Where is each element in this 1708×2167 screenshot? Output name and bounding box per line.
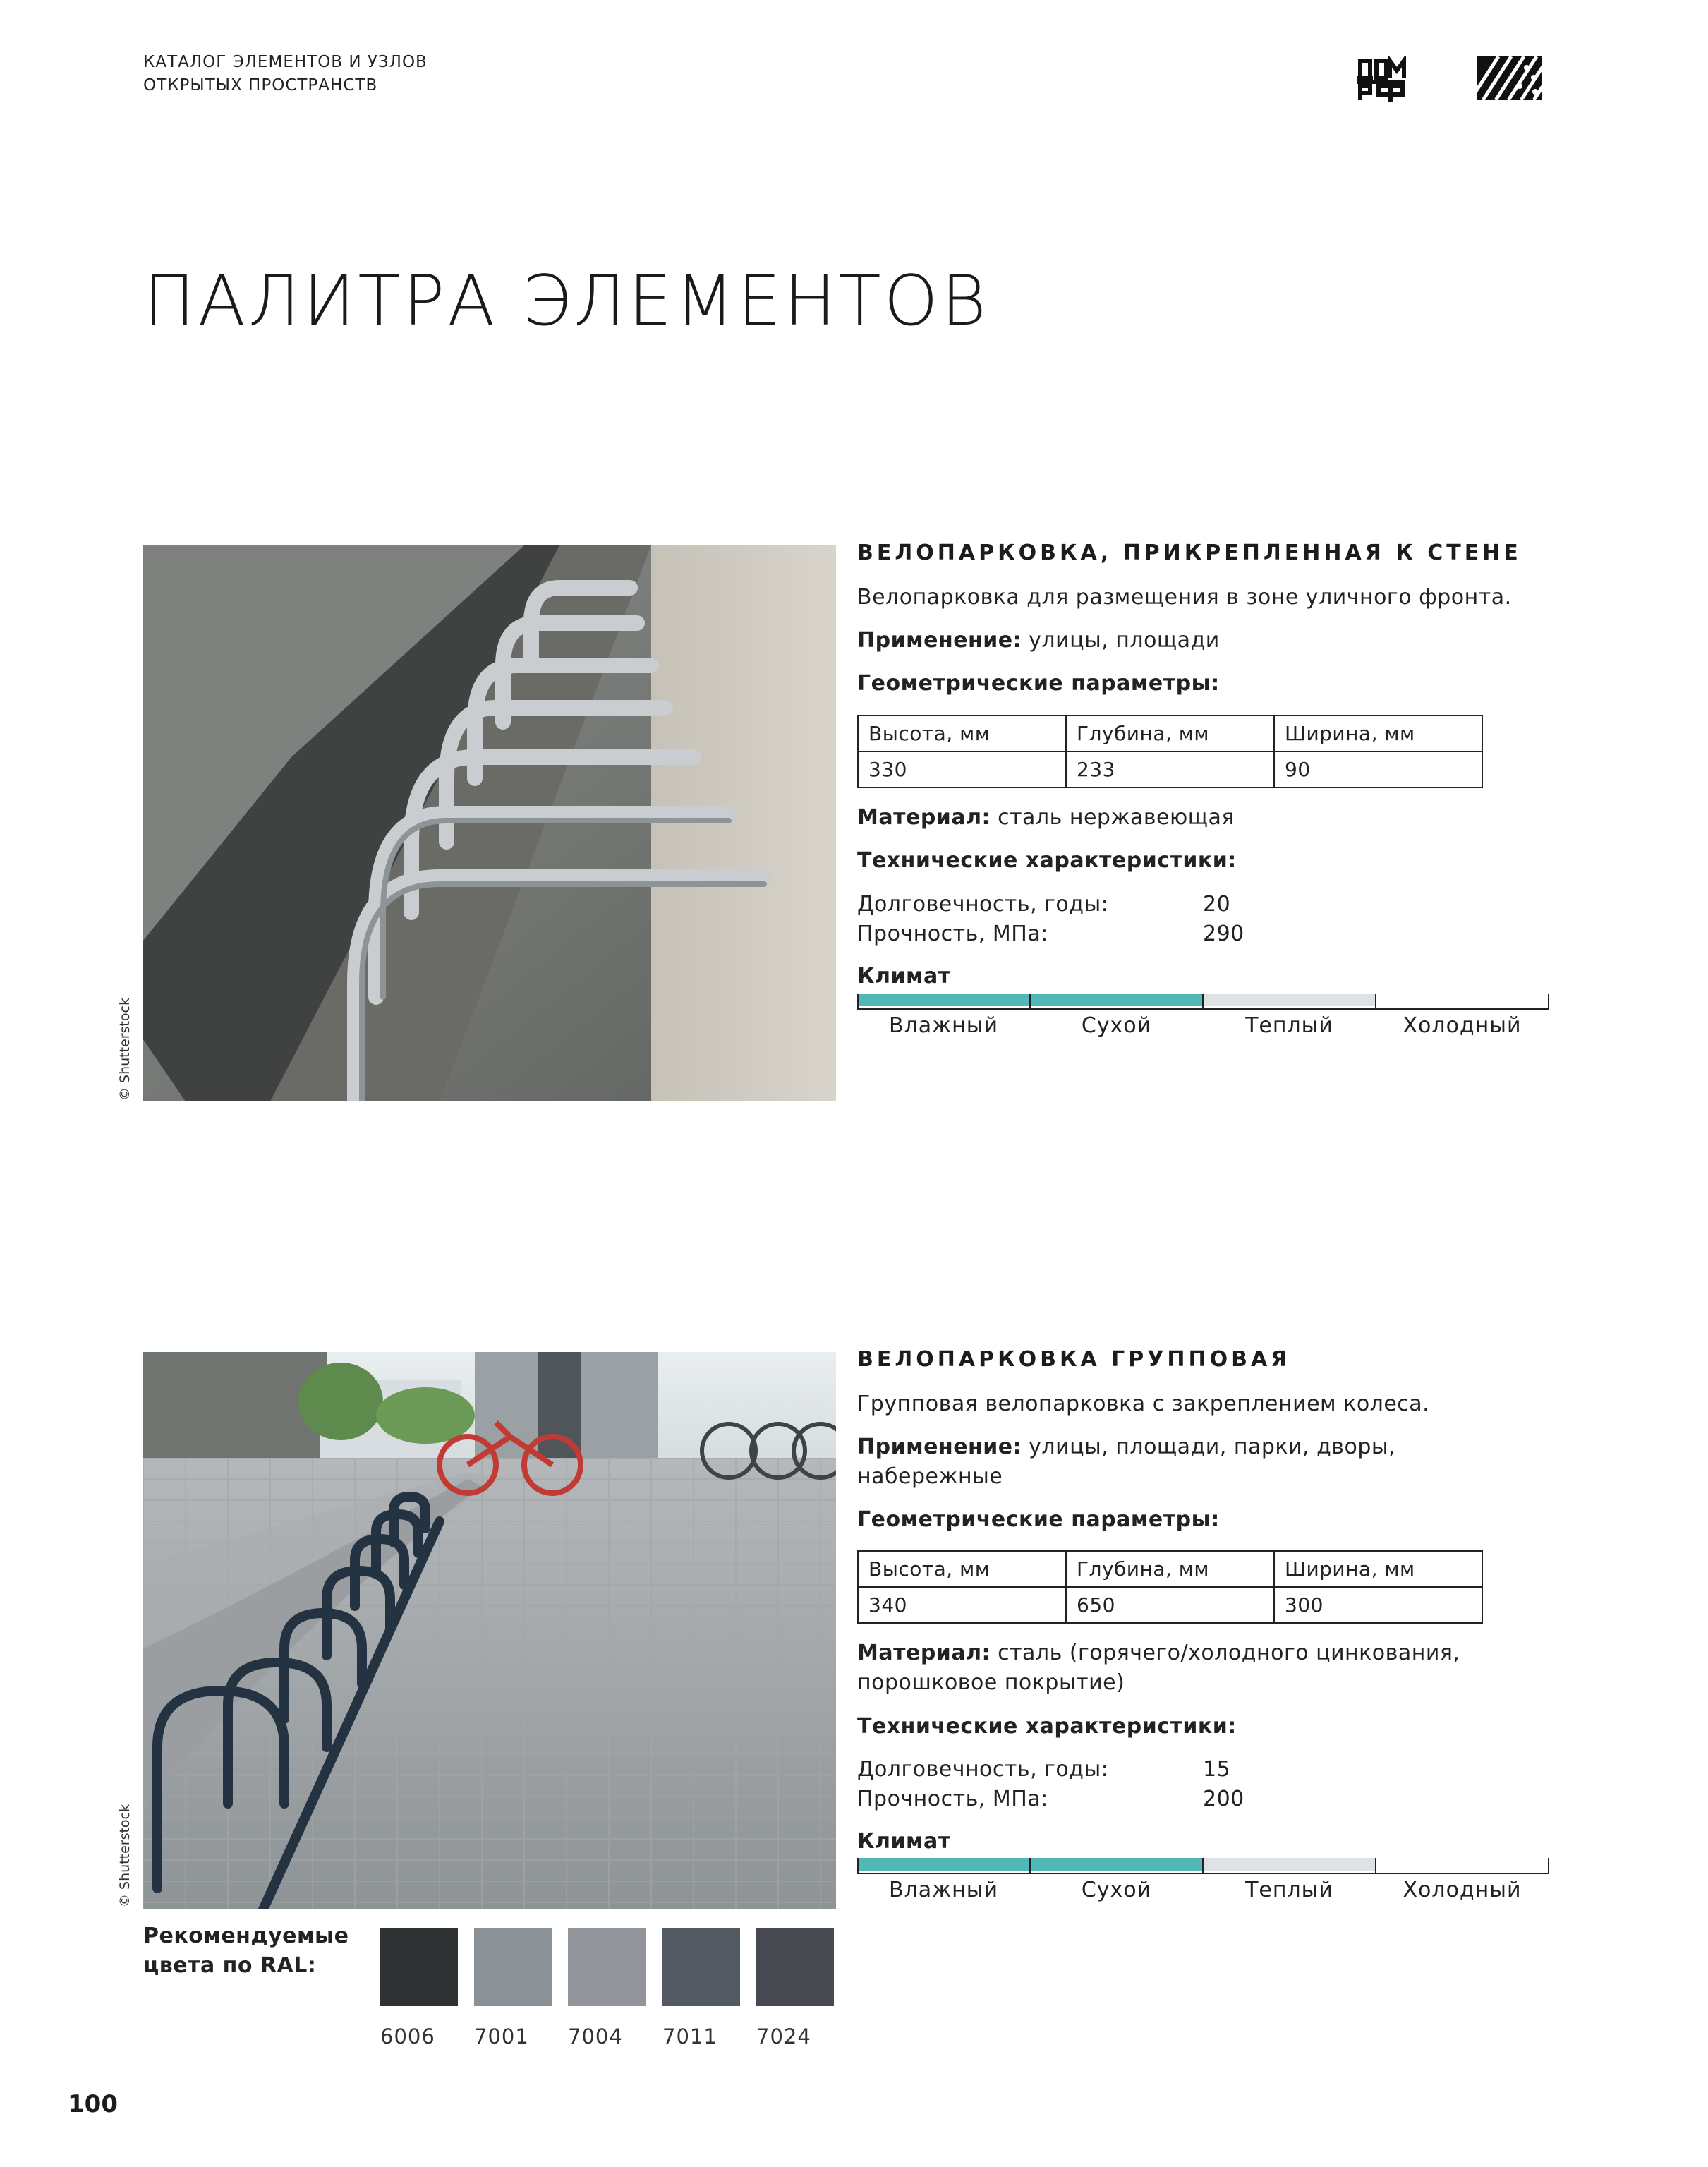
item2-strength-label: Прочность, МПа: — [857, 1787, 1048, 1811]
item1-application — [857, 626, 1220, 656]
application-label: Применение: — [857, 1435, 1022, 1459]
item2-climate-label: Климат — [857, 1829, 951, 1854]
climate-dry: Сухой — [1081, 1878, 1152, 1902]
item1-strength-value: 290 — [1203, 922, 1244, 946]
table-header-depth: Глубина, мм — [1066, 716, 1274, 751]
photo-credit: © Shutterstock — [117, 1804, 133, 1907]
item2-title: ВЕЛОПАРКОВКА ГРУППОВАЯ — [857, 1347, 1291, 1372]
table-header-row — [858, 1551, 1482, 1587]
application-value: улицы, площади, парки, дворы, — [1022, 1435, 1396, 1459]
ral-label-line1: Рекомендуемые — [143, 1924, 349, 1948]
material-label: Материал: — [857, 805, 991, 830]
table-header-width: Ширина, мм — [1274, 716, 1482, 751]
item2-strength-value: 200 — [1203, 1787, 1244, 1811]
item1-strength-label: Прочность, МПа: — [857, 922, 1048, 946]
climate-cold: Холодный — [1403, 1013, 1522, 1038]
ral-code-7011: 7011 — [662, 2024, 717, 2048]
ral-swatch-7001 — [474, 1928, 552, 2006]
ral-swatch-6006 — [380, 1928, 458, 2006]
ral-code-7004: 7004 — [568, 2024, 623, 2048]
ral-label-line2: цвета по RAL: — [143, 1953, 317, 1978]
item2-material-cont: порошковое покрытие) — [857, 1670, 1125, 1695]
table-cell-depth: 650 — [1066, 1587, 1274, 1623]
table-row — [858, 1587, 1482, 1623]
table-header-depth: Глубина, мм — [1066, 1551, 1274, 1587]
item1-durability-label: Долговечность, годы: — [857, 892, 1109, 917]
page-title: ПАЛИТРА ЭЛЕМЕНТОВ — [143, 261, 989, 342]
item1-description: Велопарковка для размещения в зоне уличного фронта. — [857, 585, 1512, 610]
item1-title: ВЕЛОПАРКОВКА, ПРИКРЕПЛЕННАЯ К СТЕНЕ — [857, 541, 1522, 565]
ral-swatch-7024 — [756, 1928, 834, 2006]
climate-warm: Теплый — [1245, 1878, 1333, 1902]
material-value: сталь нержавеющая — [991, 805, 1235, 830]
table-cell-width: 300 — [1274, 1587, 1482, 1623]
item2-durability-value: 15 — [1203, 1757, 1231, 1782]
item2-material — [857, 1638, 1460, 1668]
page-number: 100 — [68, 2090, 118, 2118]
climate-humid: Влажный — [889, 1013, 998, 1038]
ral-swatch-7011 — [662, 1928, 740, 2006]
wall-bike-rack-photo — [143, 545, 836, 1101]
climate-humid: Влажный — [889, 1878, 998, 1902]
ral-swatch-7004 — [568, 1928, 646, 2006]
item2-description: Групповая велопарковка с закреплением колеса. — [857, 1392, 1430, 1416]
catalog-title-line2: ОТКРЫТЫХ ПРОСТРАНСТВ — [143, 76, 378, 95]
table-header-height: Высота, мм — [858, 716, 1066, 751]
item1-tech-label: Технические характеристики: — [857, 848, 1237, 873]
pattern-logo — [1477, 56, 1542, 100]
item2-params-table — [857, 1550, 1483, 1624]
ral-code-7001: 7001 — [474, 2024, 529, 2048]
application-label: Применение: — [857, 628, 1022, 653]
table-cell-height: 330 — [858, 751, 1066, 787]
dom-rf-logo — [1356, 56, 1408, 103]
ral-code-7024: 7024 — [756, 2024, 811, 2048]
climate-warm: Теплый — [1245, 1013, 1333, 1038]
item2-application-cont: набережные — [857, 1464, 1003, 1489]
table-cell-width: 90 — [1274, 751, 1482, 787]
application-value: улицы, площади — [1022, 628, 1220, 653]
ral-code-6006: 6006 — [380, 2024, 435, 2048]
table-header-height: Высота, мм — [858, 1551, 1066, 1587]
table-row — [858, 751, 1482, 787]
material-label: Материал: — [857, 1641, 991, 1665]
item1-params-table — [857, 715, 1483, 788]
table-header-width: Ширина, мм — [1274, 1551, 1482, 1587]
photo-credit: © Shutterstock — [117, 997, 133, 1101]
climate-cold: Холодный — [1403, 1878, 1522, 1902]
table-cell-height: 340 — [858, 1587, 1066, 1623]
climate-dry: Сухой — [1081, 1013, 1152, 1038]
catalog-title-line1: КАТАЛОГ ЭЛЕМЕНТОВ И УЗЛОВ — [143, 53, 428, 71]
item2-tech-label: Технические характеристики: — [857, 1714, 1237, 1739]
table-header-row — [858, 716, 1482, 751]
group-bike-rack-photo — [143, 1352, 836, 1909]
item2-durability-label: Долговечность, годы: — [857, 1757, 1109, 1782]
item1-geometry-label: Геометрические параметры: — [857, 671, 1220, 696]
item2-geometry-label: Геометрические параметры: — [857, 1507, 1220, 1532]
item2-application — [857, 1432, 1395, 1462]
item1-material — [857, 803, 1235, 833]
material-value: сталь (горячего/холодного цинкования, — [991, 1641, 1460, 1665]
table-cell-depth: 233 — [1066, 751, 1274, 787]
item1-climate-label: Климат — [857, 964, 951, 989]
item1-durability-value: 20 — [1203, 892, 1231, 917]
